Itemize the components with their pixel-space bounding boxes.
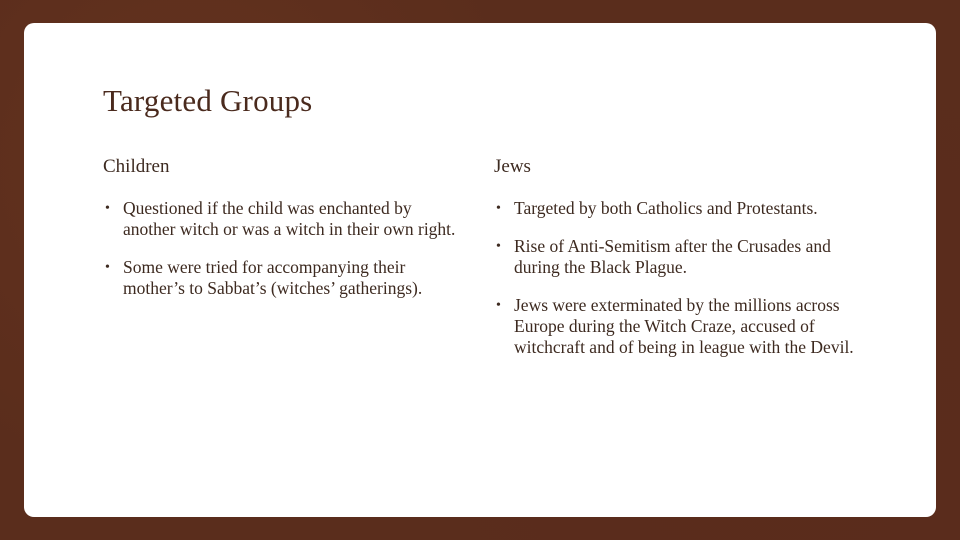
bullet-text: Some were tried for accompanying their mother’s to Sabbat’s (witches’ gatherings). [123, 257, 423, 298]
children-column [103, 156, 463, 316]
list-item [494, 295, 854, 358]
jews-bullet-list [494, 198, 854, 358]
bullet-icon: • [496, 239, 501, 254]
bullet-icon: • [496, 201, 501, 216]
bullet-icon: • [105, 201, 110, 216]
bullet-icon: • [496, 298, 501, 313]
list-item [103, 198, 463, 240]
bullet-text: Targeted by both Catholics and Protestants. [514, 198, 818, 218]
list-item [103, 257, 463, 299]
jews-column [494, 156, 854, 375]
children-heading: Children [103, 156, 170, 177]
slide-card [24, 23, 936, 517]
list-item [494, 198, 854, 219]
jews-heading: Jews [494, 156, 531, 177]
bullet-text: Rise of Anti-Semitism after the Crusades and during the Black Plague. [514, 236, 831, 277]
bullet-text: Questioned if the child was enchanted by another witch or was a witch in their own right. [123, 198, 456, 239]
bullet-icon: • [105, 260, 110, 275]
children-bullet-list [103, 198, 463, 299]
list-item [494, 236, 854, 278]
bullet-text: Jews were exterminated by the millions across Europe during the Witch Craze, accused of witchcraft and of being in league with the Devil. [514, 295, 854, 357]
slide-title: Targeted Groups [103, 83, 313, 118]
